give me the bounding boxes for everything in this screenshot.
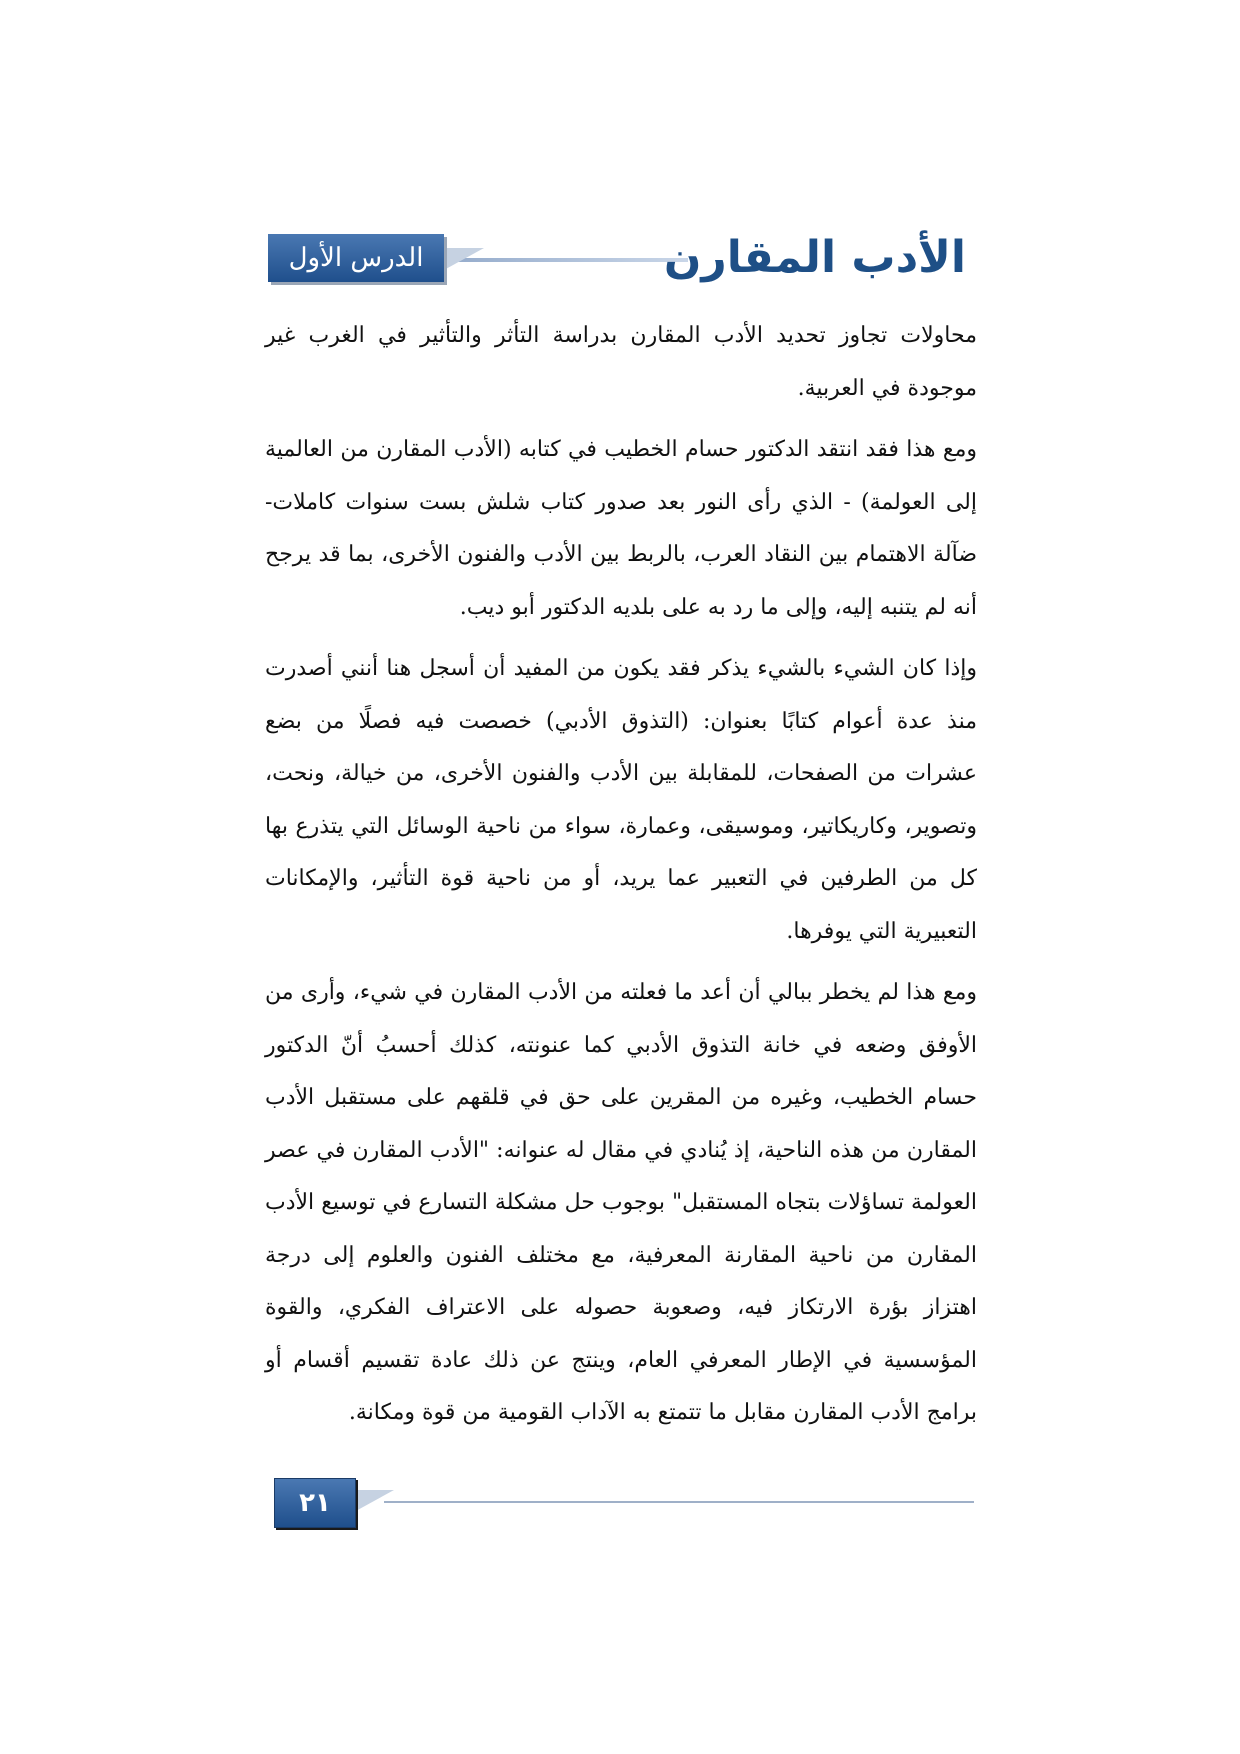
page-title: الأدب المقارن — [663, 232, 966, 283]
paragraph: ومع هذا فقد انتقد الدكتور حسام الخطيب في كتابه (الأدب المقارن من العالمية إلى العولمة) - الذي رأى النور بعد صدور كتاب شلش بست سنوات كاملات- ضآلة الاهتمام بين النقاد العرب، بالربط بين الأدب والفنون الأخرى، بما قد يرجح أنه لم يتنبه إليه، وإلى ما رد به على بلديه الدكتور أبو ديب. — [265, 437, 977, 620]
paragraph: محاولات تجاوز تحديد الأدب المقارن بدراسة التأثر والتأثير في الغرب غير موجودة في العربية. — [265, 323, 977, 401]
body-text — [265, 310, 977, 1449]
page-header — [268, 228, 968, 290]
footer-rule-wedge — [354, 1490, 394, 1512]
footer-rule — [384, 1501, 974, 1503]
paragraph: وإذا كان الشيء بالشيء يذكر فقد يكون من المفيد أن أسجل هنا أنني أصدرت منذ عدة أعوام كتابًا بعنوان: (التذوق الأدبي) خصصت فيه فصلًا من بضع عشرات من الصفحات، للمقابلة بين الأدب والفنون الأخرى، من خيالة، ونحت، وتصوير، وكاريكاتير، وموسيقى، وعمارة، سواء من ناحية الوسائل التي يتذرع بها كل من الطرفين في التعبير عما يريد، أو من ناحية قوة التأثير، والإمكانات التعبيرية التي يوفرها. — [265, 656, 977, 944]
page-footer — [274, 1478, 974, 1530]
paragraph: ومع هذا لم يخطر ببالي أن أعد ما فعلته من الأدب المقارن في شيء، وأرى من الأوفق وضعه في خانة التذوق الأدبي كما عنونته، كذلك أحسبُ أنّ الدكتور حسام الخطيب، وغيره من المقرين على حق في قلقهم على مستقبل الأدب المقارن من هذه الناحية، إذ يُنادي في مقال له عنوانه: "الأدب المقارن في عصر العولمة تساؤلات بتجاه المستقبل" بوجوب حل مشكلة التسارع في توسيع الأدب المقارن من ناحية المقارنة المعرفية، مع مختلف الفنون والعلوم إلى درجة اهتزاز بؤرة الارتكاز فيه، وصعوبة حصوله على الاعتراف الفكري، والقوة المؤسسية في الإطار المعرفي العام، وينتج عن ذلك عادة تقسيم أقسام أو برامج الأدب المقارن مقابل ما تتمتع به الآداب القومية من قوة ومكانة. — [265, 980, 978, 1425]
page-number: ٢١ — [274, 1478, 356, 1528]
header-rule-wedge — [444, 248, 484, 270]
lesson-badge: الدرس الأول — [268, 234, 444, 282]
